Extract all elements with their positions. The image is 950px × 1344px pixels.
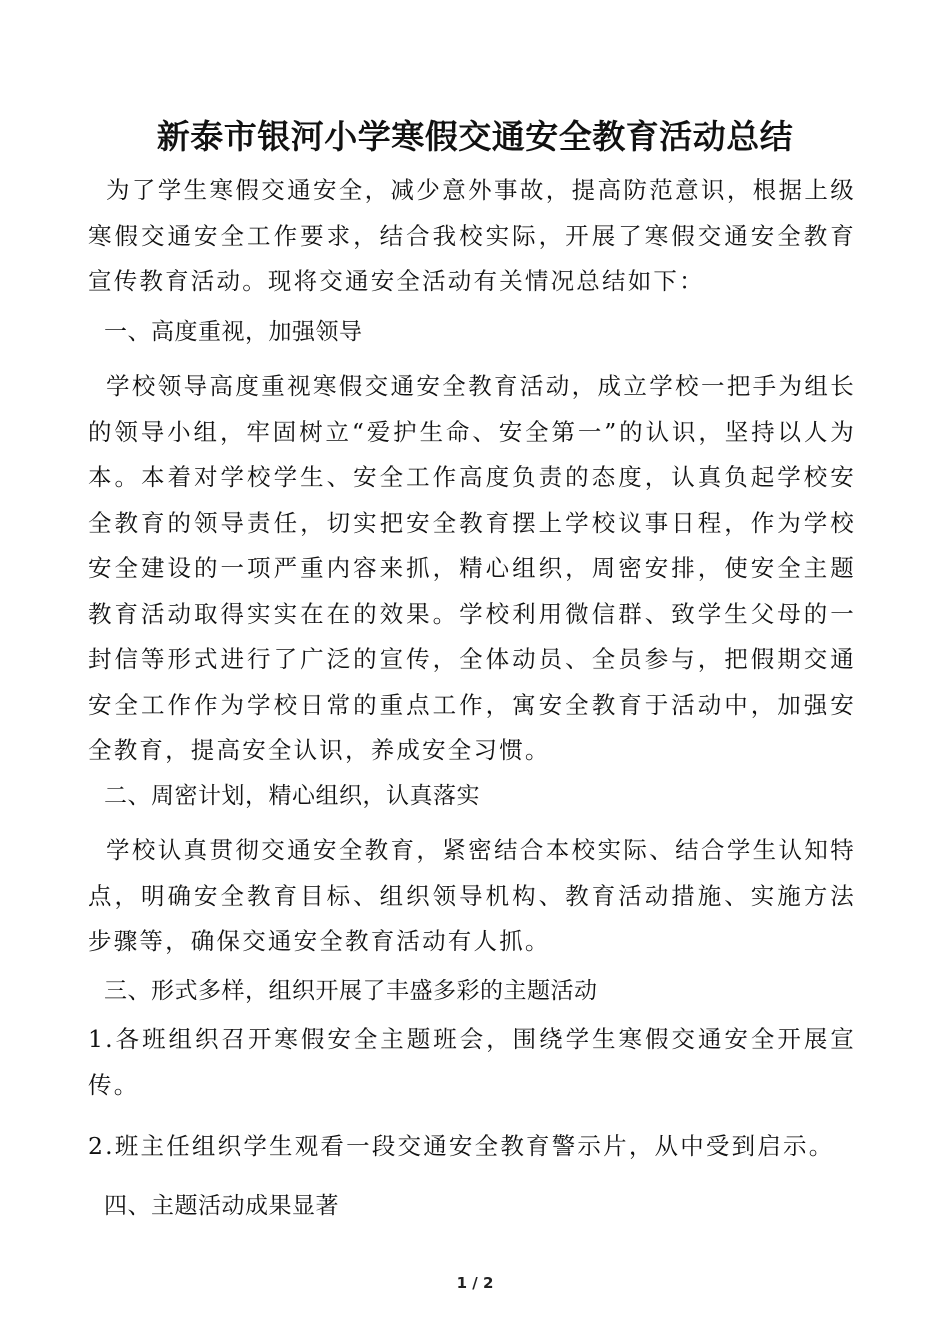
page-indicator: 1 / 2 xyxy=(456,1274,494,1292)
intro-paragraph: 为了学生寒假交通安全，减少意外事故，提高防范意识，根据上级寒假交通安全工作要求，结合我校实际，开展了寒假交通安全教育宣传教育活动。现将交通安全活动有关情况总结如下： xyxy=(88,176,856,295)
section-3-item-2: 2.班主任组织学生观看一段交通安全教育警示片，从中受到启示。 xyxy=(88,1132,835,1160)
section-1-heading: 一、高度重视，加强领导 xyxy=(104,319,363,345)
section-2-heading: 二、周密计划，精心组织，认真落实 xyxy=(104,783,480,809)
document-title: 新泰市银河小学寒假交通安全教育活动总结 xyxy=(156,117,794,156)
section-2-body: 学校认真贯彻交通安全教育，紧密结合本校实际、结合学生认知特点，明确安全教育目标、组织领导机构、教育活动措施、实施方法步骤等，确保交通安全教育活动有人抓。 xyxy=(88,836,856,955)
section-1-body: 学校领导高度重视寒假交通安全教育活动，成立学校一把手为组长的领导小组，牢固树立“爱护生命、安全第一”的认识，坚持以人为本。本着对学校学生、安全工作高度负责的态度，认真负起学校安全教育的领导责任，切实把安全教育摆上学校议事日程，作为学校安全建设的一项严重内容来抓，精心组织，周密安排，使安全主题教育活动取得实实在在的效果。学校利用微信群、致学生父母的一封信等形式进行了广泛的宣传，全体动员、全员参与，把假期交通安全工作作为学校日常的重点工作，寓安全教育于活动中，加强安全教育，提高安全认识，养成安全习惯。 xyxy=(88,372,856,764)
section-3-item-1: 1.各班组织召开寒假安全主题班会，围绕学生寒假交通安全开展宣传。 xyxy=(88,1025,856,1099)
section-3-heading: 三、形式多样，组织开展了丰盛多彩的主题活动 xyxy=(104,978,598,1004)
section-4-heading: 四、主题活动成果显著 xyxy=(104,1193,339,1219)
